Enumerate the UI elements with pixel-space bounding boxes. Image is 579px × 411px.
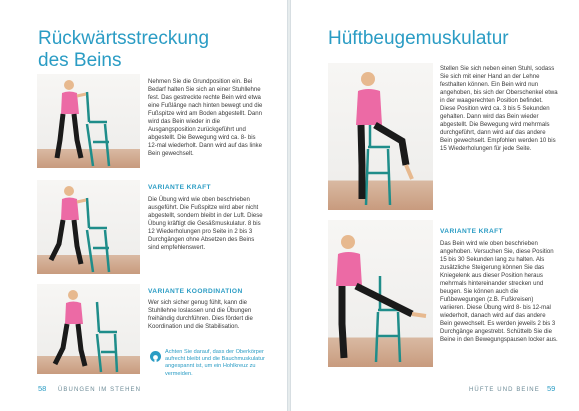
variant-heading-kraft-right: VARIANTE KRAFT [440,228,503,235]
exercise-photo-2 [37,180,140,274]
page-right [291,0,579,411]
woman-freehand-figure [37,284,140,374]
woman-leg-lift-figure [37,180,140,274]
woman-leg-back-figure [37,74,140,168]
page-title-right: Hüftbeugemuskulatur [328,28,509,49]
woman-knee-raise-figure [328,63,433,210]
page-title-left: Rückwärtsstreckung des Beins [38,28,210,71]
tip-text: Achten Sie darauf, dass der Oberkörper aufrecht bleibt und die Bauchmuskulatur angespannt ist, um ein Hohlkreuz zu vermeiden. [165,349,265,377]
page-number-right: 59 [547,384,556,393]
page-number-left: 58 [38,384,47,393]
variant-text-kraft-left: Die Übung wird wie oben beschrieben ausgeführt. Die Fußspitze wird aber nicht abgestellt, sondern bleibt in der Luft. Diese Übung kräftigt die Gesäßmuskulatur. 8 bis 12 Wiederholungen pro Seite in 2 bis 3 Durchgängen ohne Absetzen des Beins sind empfehlenswert. [148,197,263,251]
lightbulb-icon [150,351,161,362]
page-left [0,0,287,411]
running-head-right: HÜFTE UND BEINE [469,387,540,393]
variant-heading-kraft-left: VARIANTE KRAFT [148,184,211,191]
variant-heading-koordination: VARIANTE KOORDINATION [148,288,243,295]
variant-text-koordination: Wer sich sicher genug fühlt, kann die Stuhllehne loslassen und die Übungen freihändig durchführen. Dies fördert die Koordination und die Stabilisation. [148,300,253,330]
exercise-photo-5 [328,220,433,367]
exercise-photo-3 [37,284,140,374]
running-head-left: ÜBUNGEN IM STEHEN [58,387,142,393]
variant-text-kraft-right: Das Bein wird wie oben beschrieben angehoben. Versuchen Sie, diese Position 15 bis 30 Sekunden lang zu halten. Als zusätzliche Steigerung können Sie das Kniegelenk aus dieser Position heraus mehrmals hintereinander strecken und beugen. Sie können auch die Fußbewegungen (z.B. Fußkreisen) variieren. Diese Übung wird 8- bis 12-mal wiederholt, danach wird auf das andere Bein gewechselt. Es werden jeweils 2 bis 3 Durchgänge angestrebt. Schüttelb Sie die Beine in den Bewegungspausen locker aus. [440,241,558,343]
exercise-photo-4 [328,63,433,210]
intro-text-left: Nehmen Sie die Grundposition ein. Bei Bedarf halten Sie sich an einer Stuhllehne fest. Das gestreckte rechte Bein wird etwa eine Fußlänge nach hinten bewegt und die Fußspitze wird am Boden abgestellt. Dann wird das Bein wieder in die Ausgangsposition zurückgeführt und abgestellt. Die Bewegung wird ca. 8- bis 12-mal wiederholt. Dann wird auf das linke Bein gewechselt. [148,79,263,157]
exercise-photo-1 [37,74,140,168]
intro-text-right: Stellen Sie sich neben einen Stuhl, sodass Sie sich mit einer Hand an der Lehne festhalten können. Ein Bein wird nun angehoben, bis sich der Oberschenkel etwa in der waagerechten Position befindet. Diese Position wird ca. 3 bis 5 Sekunden gehalten. Dann wird das Bein wieder abgestellt. Die Bewegung wird mehrmals durchgeführt, dann wird auf das andere Bein gewechselt. Empfohlen werden 10 bis 15 Wiederholungen für jede Seite. [440,66,558,152]
woman-leg-extension-figure [328,220,433,367]
